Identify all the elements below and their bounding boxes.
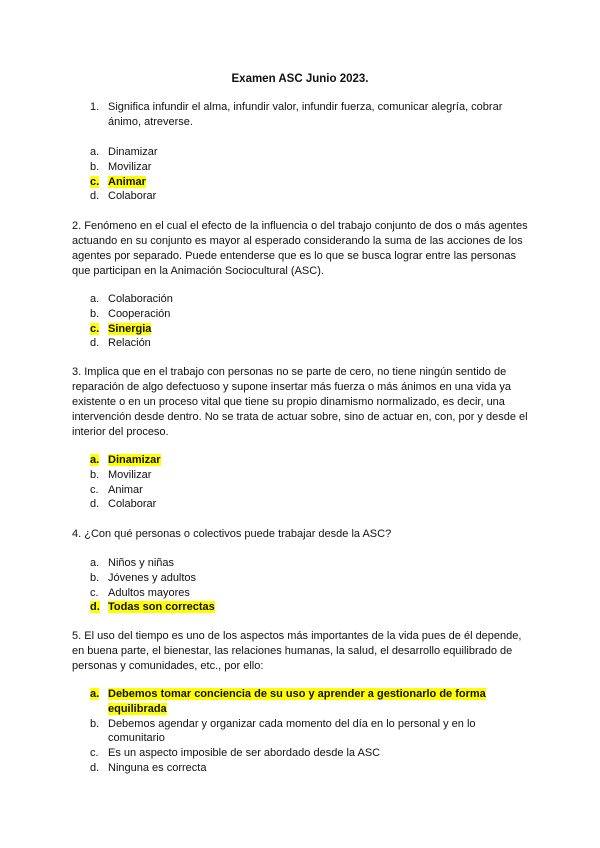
option-d-correct: d. Todas son correctas [90,601,215,614]
options-q4 [72,556,532,615]
option-d: d. Ninguna es correcta [90,761,207,774]
page-title: Examen ASC Junio 2023. [231,73,369,85]
option-c: c. Animar [90,483,143,496]
question-4: 4. ¿Con qué personas o colectivos puede trabajar desde la ASC? [72,528,392,540]
option-c: c. Es un aspecto imposible de ser abordado desde la ASC [90,747,381,760]
option-d: d. Relación [90,337,151,350]
options-q3 [72,453,532,512]
option-b: b. Movilizar [90,160,152,173]
option-a: a. Colaboración [90,293,173,305]
question-text: Significa infundir el alma, infundir valor, infundir fuerza, comunicar alegría, cobrar ánimo, atreverse. [108,101,503,128]
options-q1 [72,145,532,204]
option-c: c. Adultos mayores [90,586,190,599]
option-c-correct: c. Sinergia [90,322,152,335]
option-a: a. Niños y niñas [90,557,175,569]
option-b: b. Debemos agendar y organizar cada momento del día en lo personal y en lo comunitario [90,717,476,745]
option-d: d. Colaborar [90,498,157,511]
question-5: 5. El uso del tiempo es uno de los aspectos más importantes de la vida pues de él depende, en buena parte, el bienestar, las relaciones humanas, la salud, el desarrollo equilibrado de personas y comunidades, etc., por ello: [72,630,522,672]
question-number: 1. [90,101,100,113]
option-a: a. Dinamizar [90,146,158,158]
options-q5 [72,687,532,776]
option-b: b. Movilizar [90,468,152,481]
option-a-correct: a. Dinamizar [90,454,161,466]
question-3: 3. Implica que en el trabajo con personas no se parte de cero, no tiene ningún sentido de reparación de algo defectuoso y supone insertar más fuerza o más ánimos en una vida ya existente o en un proceso vital que tiene su propio dinamismo normalizado, es decir, una intervención desde dentro. No se trata de actuar sobre, sino de actuar en, con, por y desde el interior del proceso. [72,366,528,438]
option-a-correct: a. Debemos tomar conciencia de su uso y aprender a gestionarlo de forma equilibrada [90,688,486,715]
options-q2 [72,292,532,351]
option-d: d. Colaborar [90,190,157,203]
question-1 [72,100,530,130]
option-b: b. Cooperación [90,307,171,320]
question-2: 2. Fenómeno en el cual el efecto de la influencia o del trabajo conjunto de dos o más agentes actuando en su conjunto es mayor al esperado considerando la suma de las acciones de los agentes por separado. Puede entenderse que es lo que se busca lograr entre las personas que participan en la Animación Sociocultural (ASC). [72,220,528,277]
option-c-correct: c. Animar [90,175,146,188]
option-b: b. Jóvenes y adultos [90,571,197,584]
